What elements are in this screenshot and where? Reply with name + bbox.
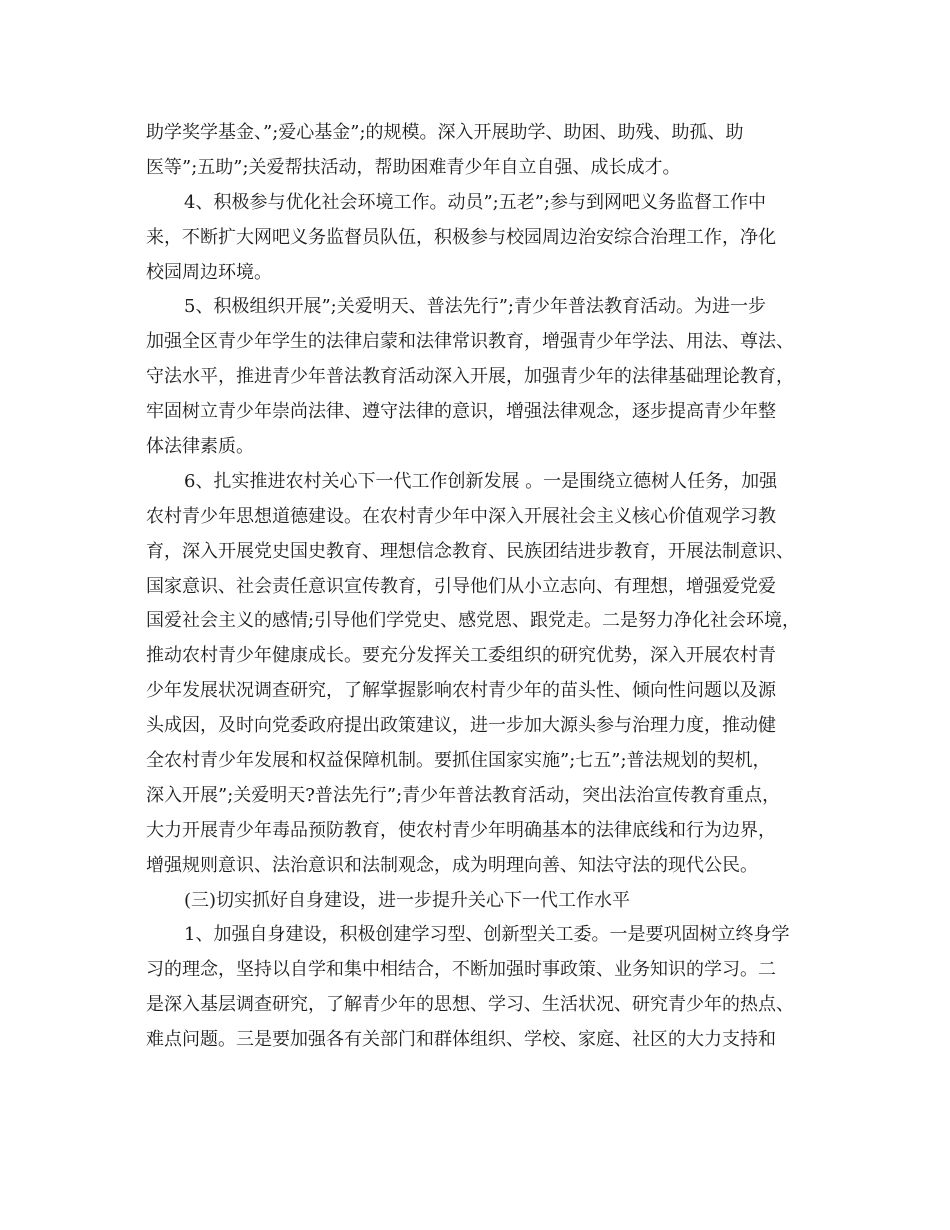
text-line: 育，深入开展党史国史教育、理想信念教育、民族团结进步教育，开展法制意识、 bbox=[146, 540, 794, 562]
text-line: 习的理念，坚持以自学和集中相结合，不断加强时事政策、业务知识的学习。二 bbox=[146, 959, 776, 981]
text-line: (三)切实抓好自身建设，进一步提升关心下一代工作水平 bbox=[184, 889, 631, 911]
text-line: 推动农村青少年健康成长。要充分发挥关工委组织的研究优势，深入开展农村青 bbox=[146, 645, 776, 667]
text-line: 加强全区青少年学生的法律启蒙和法律常识教育，增强青少年学法、用法、尊法、 bbox=[146, 331, 794, 353]
text-line: 1、加强自身建设，积极创建学习型、创新型关工委。一是要巩固树立终身学 bbox=[184, 924, 790, 946]
document-body bbox=[146, 116, 826, 1058]
text-line: 助学奖学基金、”;爱心基金”;的规模。深入开展助学、助困、助残、助孤、助 bbox=[146, 122, 744, 143]
text-line: 国家意识、社会责任意识宣传教育，引导他们从小立志向、有理想，增强爱党爱 bbox=[146, 575, 776, 597]
text-line: 大力开展青少年毒品预防教育，使农村青少年明确基本的法律底线和行为边界， bbox=[146, 819, 776, 841]
text-line: 头成因，及时向党委政府提出政策建议，进一步加大源头参与治理力度，推动健 bbox=[146, 715, 776, 737]
text-line: 增强规则意识、法治意识和法制观念，成为明理向善、知法守法的现代公民。 bbox=[146, 854, 758, 876]
text-line: 守法水平，推进青少年普法教育活动深入开展，加强青少年的法律基础理论教育， bbox=[146, 366, 794, 388]
text-line: 全农村青少年发展和权益保障机制。要抓住国家实施”;七五”;普法规划的契机， bbox=[146, 750, 771, 772]
text-line: 牢固树立青少年崇尚法律、遵守法律的意识，增强法律观念，逐步提高青少年整 bbox=[146, 401, 776, 423]
text-line: 是深入基层调查研究，了解青少年的思想、学习、生活状况、研究青少年的热点、 bbox=[146, 994, 794, 1016]
text-line: 深入开展”;关爱明天?普法先行”;青少年普法教育活动，突出法治宣传教育重点， bbox=[146, 784, 781, 806]
text-line: 来，不断扩大网吧义务监督员队伍，积极参与校园周边治安综合治理工作，净化 bbox=[146, 226, 776, 248]
text-line: 国爱社会主义的感情;引导他们学党史、感党恩、跟党走。二是努力净化社会环境， bbox=[146, 610, 801, 632]
text-line: 4、积极参与优化社会环境工作。动员”;五老”;参与到网吧义务监督工作中 bbox=[184, 191, 766, 213]
text-line: 6、扎实推进农村关心下一代工作创新发展 。一是围绕立德树人任务，加强 bbox=[184, 470, 778, 492]
text-line: 5、积极组织开展”;关爱明天、普法先行”;青少年普法教育活动。为进一步 bbox=[184, 296, 766, 318]
text-line: 校园周边环境。 bbox=[146, 261, 272, 283]
text-line: 难点问题。三是要加强各有关部门和群体组织、学校、家庭、社区的大力支持和 bbox=[146, 1029, 776, 1051]
text-line: 体法律素质。 bbox=[146, 436, 254, 458]
text-line: 农村青少年思想道德建设。在农村青少年中深入开展社会主义核心价值观学习教 bbox=[146, 505, 776, 527]
text-line: 医等”;五助”;关爱帮扶活动，帮助困难青少年自立自强、成长成才。 bbox=[146, 156, 681, 178]
text-line: 少年发展状况调查研究，了解掌握影响农村青少年的苗头性、倾向性问题以及源 bbox=[146, 680, 776, 702]
